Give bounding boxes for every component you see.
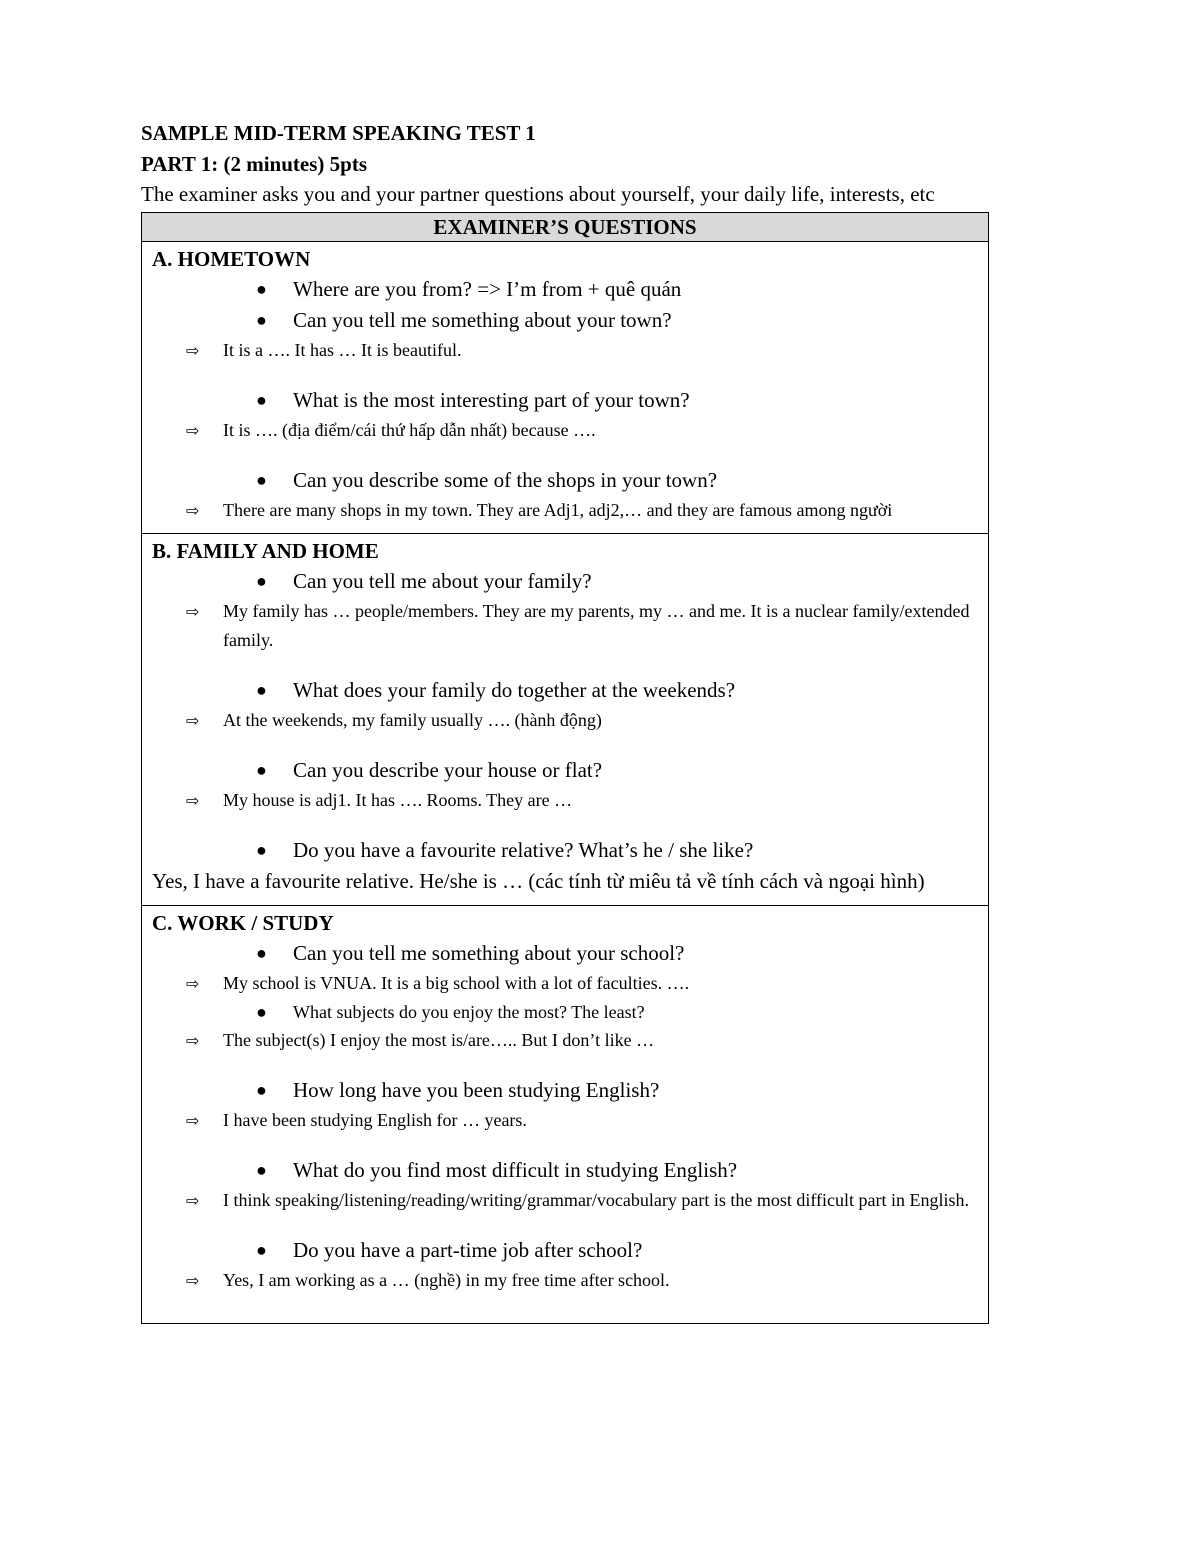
arrow-icon: ⇨: [186, 1191, 200, 1210]
answer-text: My family has … people/members. They are my parents, my … and me. It is a nuclear family/extended family.: [223, 601, 970, 650]
answer-item: [152, 786, 978, 815]
table-heading: EXAMINER’S QUESTIONS: [142, 213, 989, 242]
section-title-family: B. FAMILY AND HOME: [152, 539, 379, 563]
question-text: What subjects do you enjoy the most? The least?: [293, 1002, 645, 1022]
answer-item: [152, 969, 978, 998]
family-section: [142, 534, 989, 906]
answer-item: [152, 496, 978, 525]
answer-text: It is …. (địa điểm/cái thứ hấp dẫn nhất) because ….: [223, 420, 596, 440]
part-heading: PART 1: (2 minutes) 5pts: [141, 152, 367, 176]
answer-item: [152, 336, 978, 365]
answer-item: [152, 597, 978, 655]
question-text: Can you tell me something about your school?: [293, 941, 685, 965]
question-item: [152, 1075, 978, 1106]
question-item: [152, 566, 978, 597]
bullet-icon: ●: [256, 1240, 267, 1260]
answer-text: Yes, I am working as a … (nghề) in my free time after school.: [223, 1270, 670, 1290]
document-page: [141, 118, 1041, 1324]
question-text: What do you find most difficult in studying English?: [293, 1158, 738, 1182]
arrow-icon: ⇨: [186, 501, 200, 520]
arrow-icon: ⇨: [186, 1271, 200, 1290]
question-text: Can you tell me something about your town?: [293, 308, 672, 332]
question-text: What is the most interesting part of your town?: [293, 388, 690, 412]
question-text: How long have you been studying English?: [293, 1078, 660, 1102]
question-item: [152, 675, 978, 706]
bullet-icon: ●: [256, 470, 267, 490]
answer-item: [152, 706, 978, 735]
question-item: [152, 835, 978, 866]
question-item: [152, 305, 978, 336]
work-section: [142, 906, 989, 1324]
arrow-icon: ⇨: [186, 974, 200, 993]
bullet-icon: ●: [256, 760, 267, 780]
bullet-icon: ●: [256, 840, 267, 860]
answer-text: At the weekends, my family usually …. (hành động): [223, 710, 602, 730]
bullet-icon: ●: [256, 1080, 267, 1100]
answer-text: It is a …. It has … It is beautiful.: [223, 340, 462, 360]
question-item: [152, 938, 978, 969]
bullet-icon: ●: [256, 1160, 267, 1180]
answer-text: I think speaking/listening/reading/writing/grammar/vocabulary part is the most difficult part in English.: [223, 1190, 970, 1210]
question-text: Where are you from? => I’m from + quê quán: [293, 277, 682, 301]
arrow-icon: ⇨: [186, 421, 200, 440]
test-title: SAMPLE MID-TERM SPEAKING TEST 1: [141, 121, 536, 145]
question-text: Do you have a part-time job after school?: [293, 1238, 643, 1262]
question-item: [152, 755, 978, 786]
bullet-icon: ●: [256, 1002, 267, 1022]
bullet-icon: ●: [256, 310, 267, 330]
arrow-icon: ⇨: [186, 711, 200, 730]
arrow-icon: ⇨: [186, 791, 200, 810]
answer-item: [152, 1266, 978, 1295]
bullet-icon: ●: [256, 571, 267, 591]
bullet-icon: ●: [256, 279, 267, 299]
question-item: [152, 465, 978, 496]
arrow-icon: ⇨: [186, 1031, 200, 1050]
answer-text: My house is adj1. It has …. Rooms. They are …: [223, 790, 573, 810]
question-item: [152, 998, 978, 1026]
arrow-icon: ⇨: [186, 602, 200, 621]
answer-item: [152, 1186, 978, 1215]
questions-table: [141, 212, 989, 1324]
answer-item: [152, 1026, 978, 1055]
answer-text: The subject(s) I enjoy the most is/are….. But I don’t like …: [223, 1030, 655, 1050]
bullet-icon: ●: [256, 680, 267, 700]
answer-item: [152, 416, 978, 445]
question-text: What does your family do together at the weekends?: [293, 678, 736, 702]
bullet-icon: ●: [256, 943, 267, 963]
arrow-icon: ⇨: [186, 1111, 200, 1130]
question-item: [152, 274, 978, 305]
question-text: Can you tell me about your family?: [293, 569, 592, 593]
question-item: [152, 1235, 978, 1266]
hometown-section: [142, 242, 989, 534]
question-item: [152, 385, 978, 416]
section-title-work: C. WORK / STUDY: [152, 911, 334, 935]
question-text: Can you describe some of the shops in your town?: [293, 468, 718, 492]
answer-text: My school is VNUA. It is a big school with a lot of faculties. ….: [223, 973, 690, 993]
answer-text: I have been studying English for … years.: [223, 1110, 527, 1130]
answer-item: [152, 1106, 978, 1135]
answer-text: There are many shops in my town. They are Adj1, adj2,… and they are famous among người: [223, 500, 893, 520]
question-text: Can you describe your house or flat?: [293, 758, 603, 782]
part-intro: The examiner asks you and your partner questions about yourself, your daily life, interests, etc: [141, 182, 935, 206]
arrow-icon: ⇨: [186, 341, 200, 360]
question-text: Do you have a favourite relative? What’s he / she like?: [293, 838, 754, 862]
answer-text: Yes, I have a favourite relative. He/she is … (các tính từ miêu tả về tính cách và ngoại hình): [152, 869, 925, 893]
bullet-icon: ●: [256, 390, 267, 410]
question-item: [152, 1155, 978, 1186]
section-title-hometown: A. HOMETOWN: [152, 247, 311, 271]
